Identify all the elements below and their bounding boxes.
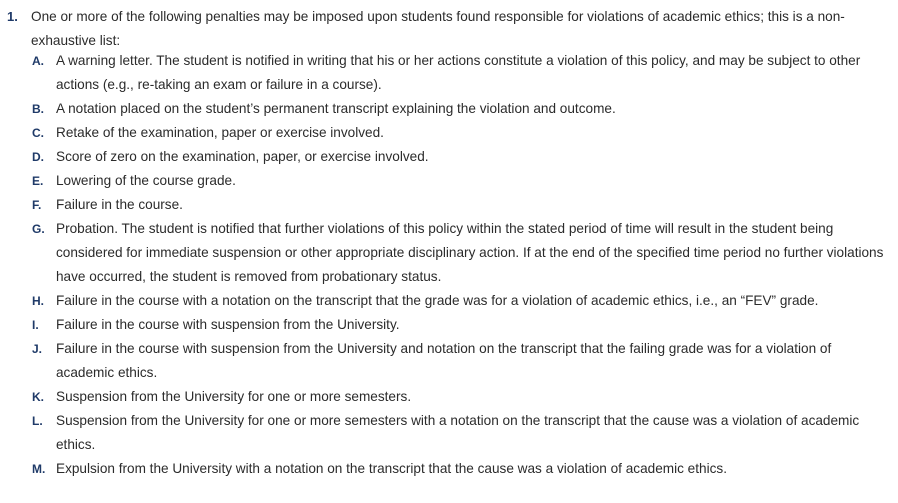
penalty-text: Expulsion from the University with a notation on the transcript that the cause was a violation of academic ethics. <box>56 461 727 476</box>
penalty-text: Suspension from the University for one or more semesters. <box>56 389 412 404</box>
item-number: 1. <box>7 9 18 24</box>
penalty-item <box>30 457 885 481</box>
penalty-list <box>30 49 885 481</box>
penalty-text: Failure in the course. <box>56 197 183 212</box>
penalty-letter: B. <box>32 102 44 116</box>
penalty-item <box>30 385 885 409</box>
penalty-item <box>30 409 885 457</box>
penalty-item <box>30 313 885 337</box>
penalty-letter: D. <box>32 150 44 164</box>
penalty-item <box>30 49 885 97</box>
penalty-text: Retake of the examination, paper or exercise involved. <box>56 125 384 140</box>
penalty-text: Failure in the course with a notation on the transcript that the grade was for a violation of academic ethics, i.e., an “FEV” grade. <box>56 293 819 308</box>
penalty-item <box>30 97 885 121</box>
penalty-item <box>30 289 885 313</box>
penalty-item <box>30 121 885 145</box>
penalty-letter: E. <box>32 174 44 188</box>
penalty-letter: H. <box>32 294 44 308</box>
penalty-text: Suspension from the University for one or more semesters with a notation on the transcript that the cause was a violation of academic ethics. <box>56 413 860 452</box>
penalty-text: Failure in the course with suspension from the University. <box>56 317 400 332</box>
penalty-letter: J. <box>32 342 43 356</box>
penalty-letter: F. <box>32 198 42 212</box>
penalty-text: A warning letter. The student is notified in writing that his or her actions constitute a violation of this policy, and may be subject to other actions (e.g., re-taking an exam or failure in a course). <box>56 53 861 92</box>
penalty-text: Failure in the course with suspension from the University and notation on the transcript that the failing grade was for a violation of academic ethics. <box>56 341 832 380</box>
penalty-letter: C. <box>32 126 44 140</box>
penalty-item <box>30 217 885 289</box>
penalty-letter: K. <box>32 390 44 404</box>
penalty-letter: L. <box>32 414 43 428</box>
penalty-text: Score of zero on the examination, paper, or exercise involved. <box>56 149 429 164</box>
penalty-item <box>30 145 885 169</box>
penalty-item <box>30 193 885 217</box>
item-intro-text: One or more of the following penalties may be imposed upon students found responsible for violations of academic ethics; this is a non-exhaustive list: <box>31 9 845 48</box>
penalty-item <box>30 337 885 385</box>
penalty-letter: A. <box>32 54 44 68</box>
penalty-item <box>30 169 885 193</box>
penalty-text: Lowering of the course grade. <box>56 173 236 188</box>
penalty-letter: G. <box>32 222 45 236</box>
penalty-letter: M. <box>32 462 46 476</box>
penalty-text: Probation. The student is notified that further violations of this policy within the stated period of time will result in the student being considered for immediate suspension or other appropriate disciplinary action. If at the end of the specified time period no further violations have occurred, the student is removed from probationary status. <box>56 221 884 284</box>
penalty-letter: I. <box>32 318 39 332</box>
penalty-text: A notation placed on the student’s permanent transcript explaining the violation and outcome. <box>56 101 616 116</box>
